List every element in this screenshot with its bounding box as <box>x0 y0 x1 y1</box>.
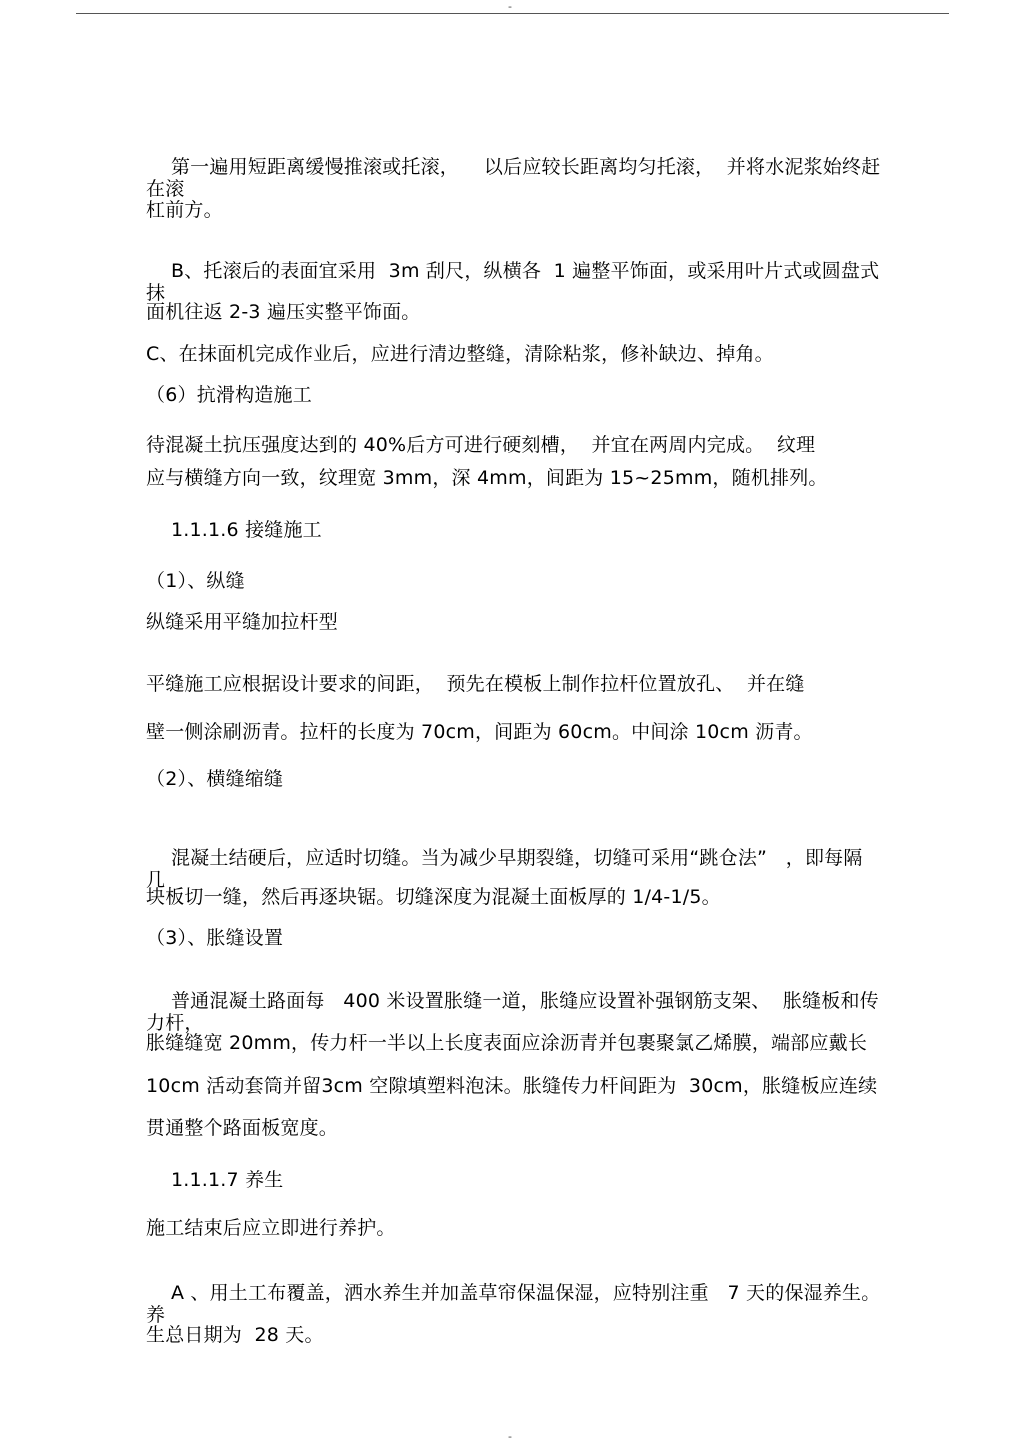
footer-mark: - <box>508 1430 512 1443</box>
paragraph-line: 应与横缝方向一致，纹理宽 3mm，深 4mm，间距为 15~25mm，随机排列。 <box>146 467 828 489</box>
paragraph-line: A 、用土工布覆盖，洒水养生并加盖草帘保温保湿，应特别注重 7 天的保湿养生。 养 <box>146 1282 881 1326</box>
section-heading: （3）、胀缝设置 <box>146 927 284 949</box>
paragraph-line: 纵缝采用平缝加拉杆型 <box>146 611 339 633</box>
paragraph-line: 胀缝缝宽 20mm，传力杆一半以上长度表面应涂沥青并包裹聚氯乙烯膜，端部应戴长 <box>146 1032 868 1054</box>
paragraph-line: 普通混凝土路面每 400 米设置胀缝一道，胀缝应设置补强钢筋支架、 胀缝板和传 力杆， <box>146 990 879 1034</box>
paragraph-line: 块板切一缝，然后再逐块锯。切缝深度为混凝土面板厚的 1/4-1/5。 <box>146 886 721 908</box>
paragraph-line: 壁一侧涂刷沥青。拉杆的长度为 70cm，间距为 60cm。中间涂 10cm 沥青。 <box>146 721 813 743</box>
paragraph-line: 杠前方。 <box>146 199 223 221</box>
section-heading: （6）抗滑构造施工 <box>146 384 312 406</box>
paragraph-line: 混凝土结硬后，应适时切缝。当为减少早期裂缝，切缝可采用“跳仓法” ，即每隔 几 <box>146 847 863 891</box>
paragraph-line: 生总日期为 28 天。 <box>146 1324 324 1346</box>
subsection-heading: 1.1.1.7 养生 <box>146 1169 284 1191</box>
paragraph-line: 待混凝土抗压强度达到的 40%后方可进行硬刻槽， 并宜在两周内完成。 纹理 <box>146 434 816 456</box>
paragraph-line: B、托滚后的表面宜采用 3m 刮尺，纵横各 1 遍整平饰面，或采用叶片式或圆盘式 抹 <box>146 260 880 304</box>
header-rule <box>76 13 949 14</box>
header-mark: - <box>508 0 512 13</box>
paragraph-line: 第一遍用短距离缓慢推滚或托滚， 以后应较长距离均匀托滚， 并将水泥浆始终赶 在滚 <box>146 156 881 200</box>
subsection-heading: 1.1.1.6 接缝施工 <box>146 519 322 541</box>
paragraph-line: C、在抹面机完成作业后，应进行清边整缝，清除粘浆，修补缺边、掉角。 <box>146 343 774 365</box>
section-heading: （2）、横缝缩缝 <box>146 768 284 790</box>
paragraph-line: 10cm 活动套筒并留3cm 空隙填塑料泡沫。胀缝传力杆间距为 30cm，胀缝板应连续 <box>146 1075 878 1097</box>
paragraph-line: 贯通整个路面板宽度。 <box>146 1117 339 1139</box>
paragraph-line: 平缝施工应根据设计要求的间距， 预先在模板上制作拉杆位置放孔、 并在缝 <box>146 673 805 695</box>
paragraph-line: 面机往返 2-3 遍压实整平饰面。 <box>146 301 421 323</box>
paragraph-line: 施工结束后应立即进行养护。 <box>146 1217 396 1239</box>
section-heading: （1）、纵缝 <box>146 570 245 592</box>
